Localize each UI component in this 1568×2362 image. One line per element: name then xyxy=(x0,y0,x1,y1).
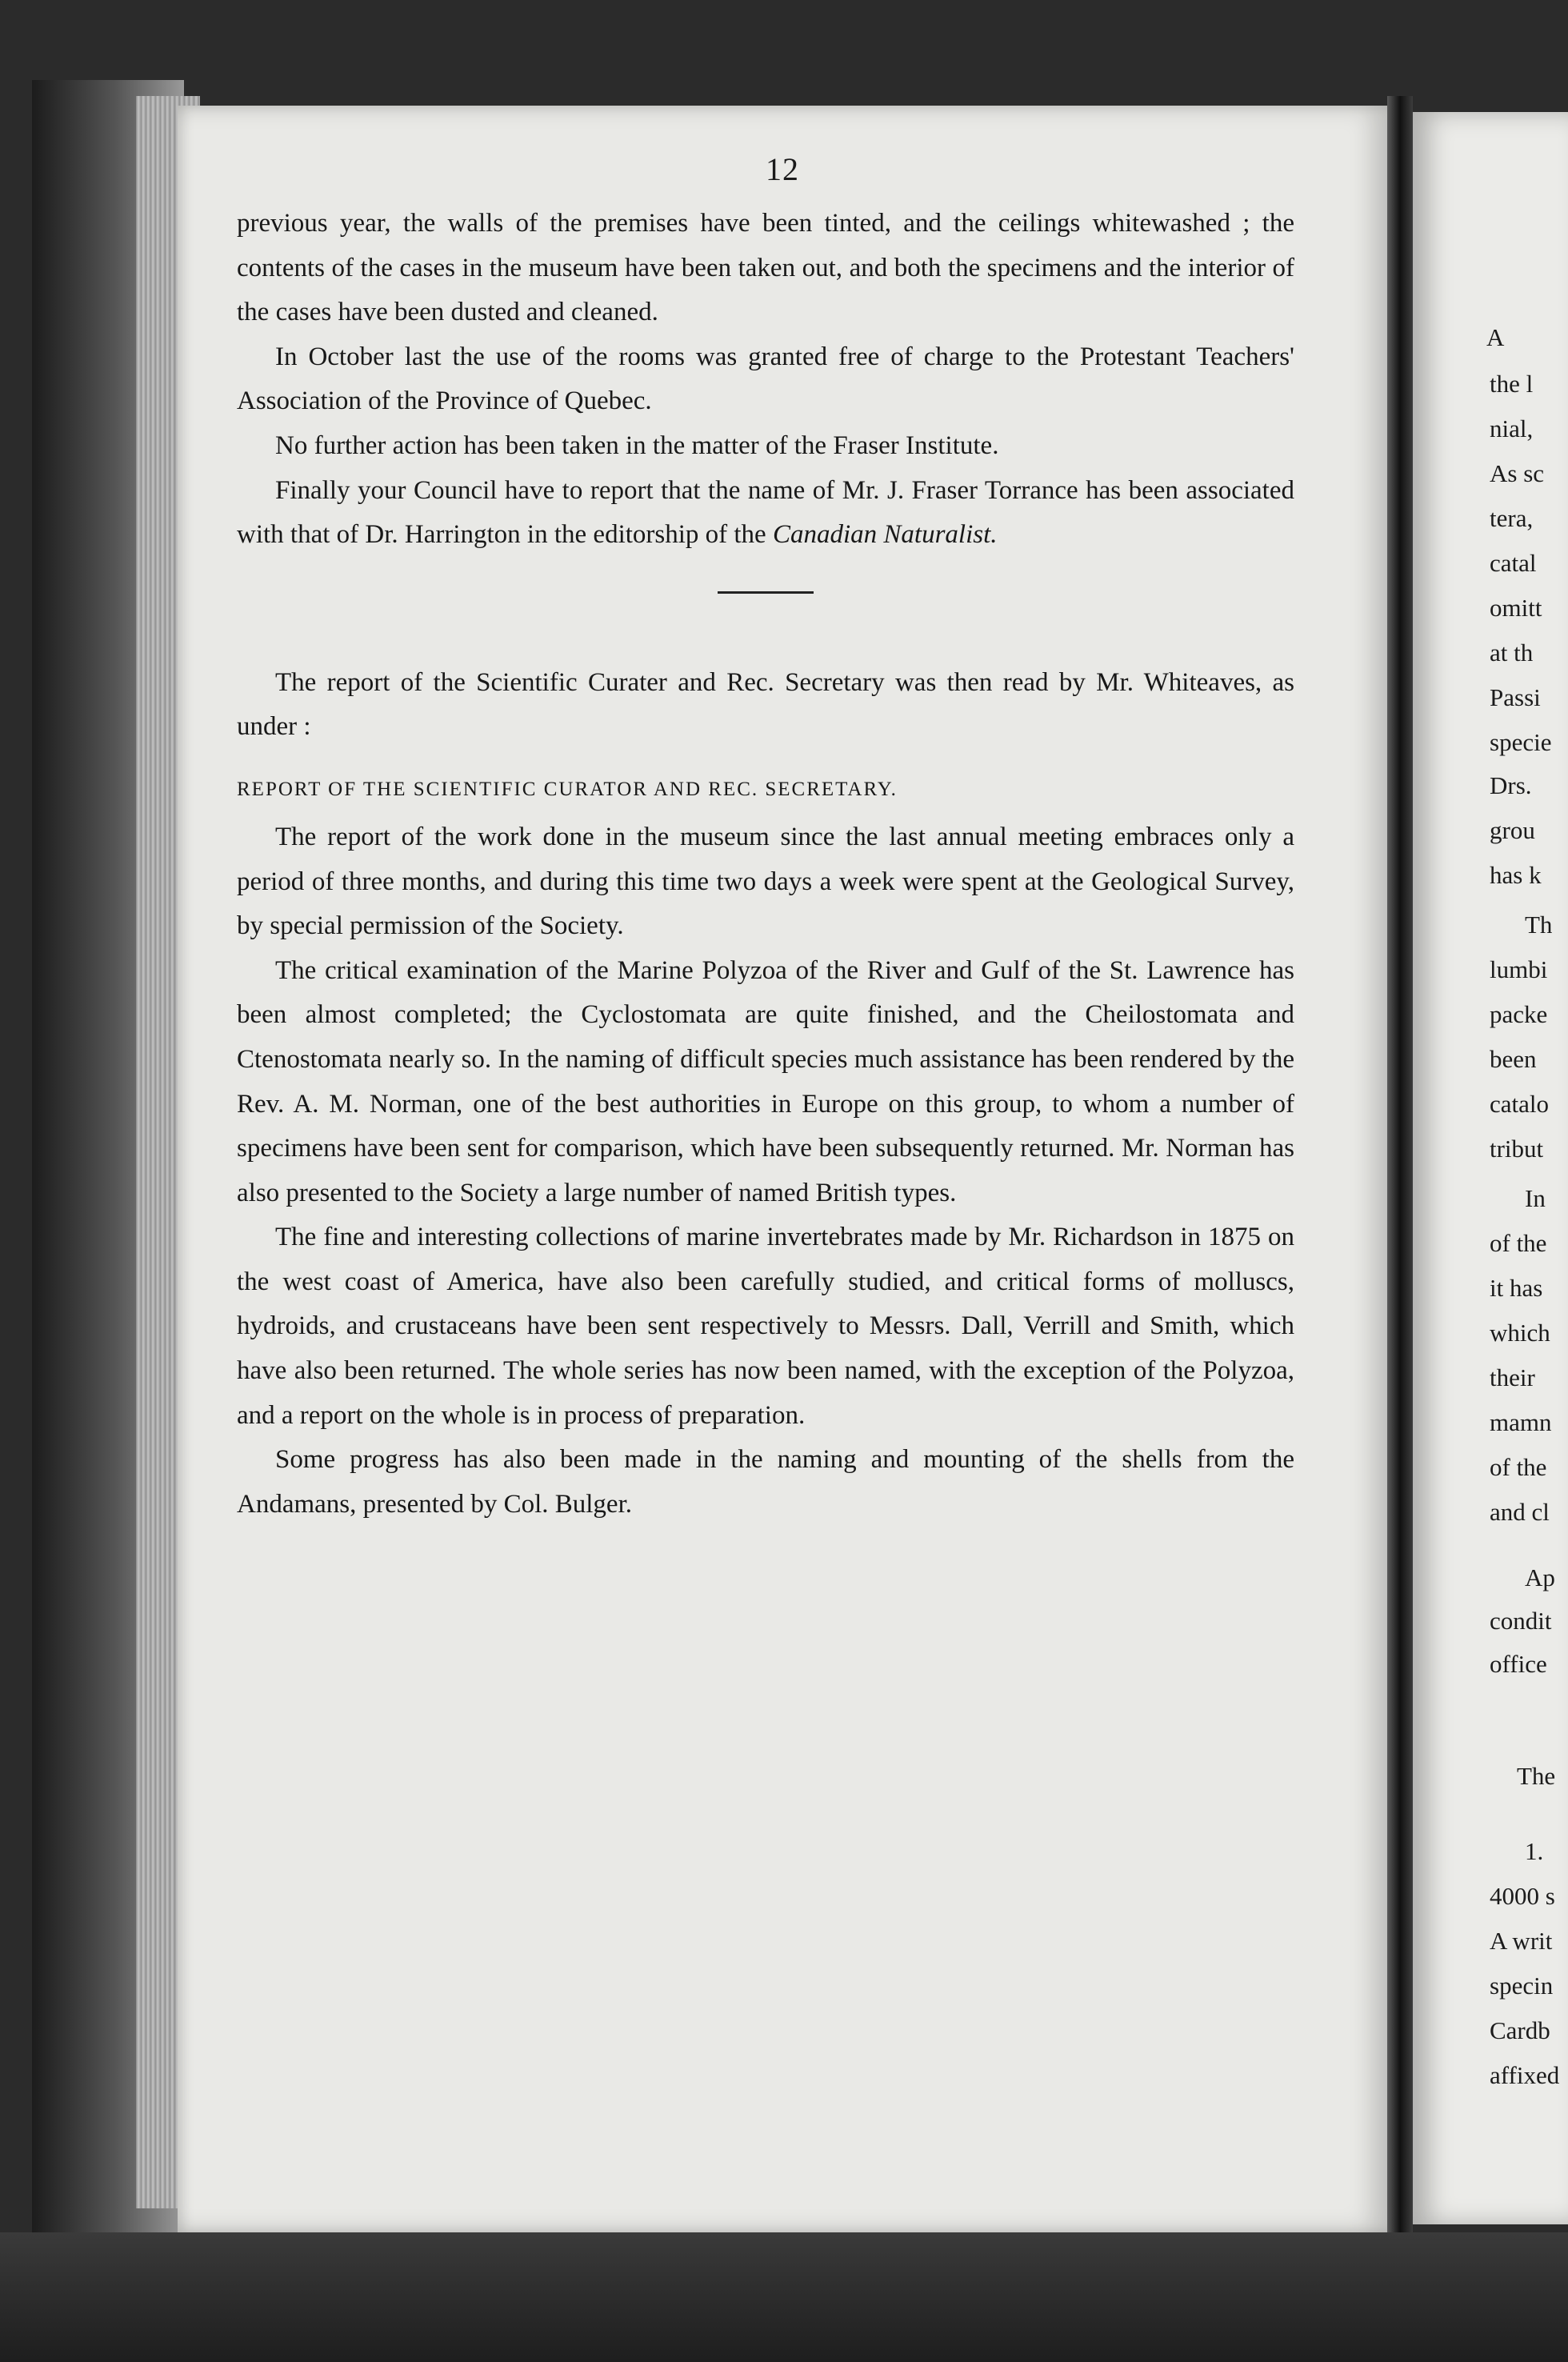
facing-line: omitt xyxy=(1490,594,1542,622)
facing-line: office xyxy=(1490,1650,1547,1678)
facing-line: Th xyxy=(1525,911,1553,939)
facing-line: it has xyxy=(1490,1274,1543,1302)
facing-line: In xyxy=(1525,1184,1546,1212)
paragraph xyxy=(237,469,1294,558)
facing-line: at th xyxy=(1490,639,1534,667)
facing-line: Cardb xyxy=(1490,2016,1550,2044)
page-text xyxy=(237,202,1294,1527)
facing-line: the l xyxy=(1490,370,1534,398)
facing-line: Ap xyxy=(1525,1563,1555,1591)
facing-line: specin xyxy=(1490,1972,1554,2000)
facing-line: condit xyxy=(1490,1607,1552,1635)
facing-line: of the xyxy=(1490,1229,1547,1257)
facing-line: been xyxy=(1490,1045,1537,1073)
facing-page xyxy=(1413,112,1568,2224)
report-heading: REPORT OF THE SCIENTIFIC CURATOR AND REC. SECRETARY. xyxy=(237,778,898,800)
facing-line: catal xyxy=(1490,549,1537,577)
journal-name: Canadian Naturalist. xyxy=(772,520,998,550)
facing-line: lumbi xyxy=(1490,955,1548,983)
facing-line: and cl xyxy=(1490,1498,1550,1526)
paragraph: previous year, the walls of the premises have been tinted, and the ceilings whitewashed ; the contents of the cases in the museum have been taken out, and both the specimens and the interior of the cases have been dusted and cleaned. xyxy=(237,209,1294,327)
facing-line: tribut xyxy=(1490,1135,1544,1163)
page-number: 12 xyxy=(766,151,799,187)
facing-line: tera, xyxy=(1490,504,1534,532)
facing-line: catalo xyxy=(1490,1090,1550,1118)
facing-line: 1. xyxy=(1525,1837,1544,1865)
facing-line: nial, xyxy=(1490,414,1534,442)
facing-line: grou xyxy=(1490,816,1535,844)
scan-bottom-edge xyxy=(0,2232,1568,2362)
facing-line: has k xyxy=(1490,861,1542,889)
report-paragraph: The fine and interesting collections of marine invertebrates made by Mr. Richardson in 1875 on the west coast of America, have also been carefully studied, and critical forms of molluscs, hydroids, and crustaceans have been sent respectively to Messrs. Dall, Verrill and Smith, which have also been returned. The whole series has now been named, with the exception of the Polyzoa, and a report on the whole is in process of preparation. xyxy=(237,1223,1294,1430)
paragraph: No further action has been taken in the matter of the Fraser Institute. xyxy=(275,430,999,460)
report-paragraph: Some progress has also been made in the naming and mounting of the shells from the Andamans, presented by Col. Bulger. xyxy=(237,1445,1294,1519)
facing-line: packe xyxy=(1490,1000,1548,1028)
facing-line: specie xyxy=(1490,728,1552,756)
intro-paragraph: The report of the Scientific Curater and Rec. Secretary was then read by Mr. Whiteaves, as under : xyxy=(237,667,1294,742)
facing-line: The xyxy=(1517,1762,1556,1790)
facing-line: A writ xyxy=(1490,1927,1553,1955)
facing-line: 4000 s xyxy=(1490,1882,1555,1910)
book-gutter xyxy=(1387,96,1413,2248)
paragraph: In October last the use of the rooms was granted free of charge to the Protestant Teachers' Association of the Province of Quebec. xyxy=(237,342,1294,416)
report-paragraph: The critical examination of the Marine Polyzoa of the River and Gulf of the St. Lawrence has been almost completed; the Cyclostomata are quite finished, and the Cheilostomata and Ctenostomata nearly so. In the naming of difficult species much assistance has been rendered by the Rev. A. M. Norman, one of the best authorities in Europe on this group, to whom a number of specimens have been sent for comparison, which have been subsequently returned. Mr. Norman has also presented to the Society a large number of named British types. xyxy=(237,955,1294,1207)
facing-line: of the xyxy=(1490,1453,1547,1481)
facing-line: their xyxy=(1490,1363,1535,1391)
facing-line: A xyxy=(1486,323,1505,351)
section-divider xyxy=(718,591,814,594)
facing-line: which xyxy=(1490,1319,1550,1347)
paragraph-text: Finally your Council have to report that the name of Mr. J. Fraser Torrance has been associated with that of Dr. Harrington in the editorship of the xyxy=(237,475,1294,550)
facing-line: affixed xyxy=(1490,2061,1560,2089)
facing-line: As sc xyxy=(1490,459,1545,487)
facing-line: mamn xyxy=(1490,1408,1552,1436)
report-paragraph: The report of the work done in the museum since the last annual meeting embraces only a period of three months, and during this time two days a week were spent at the Geological Survey, by special permission of the Society. xyxy=(237,822,1294,941)
facing-line: Drs. xyxy=(1490,771,1532,799)
facing-line: Passi xyxy=(1490,683,1541,711)
